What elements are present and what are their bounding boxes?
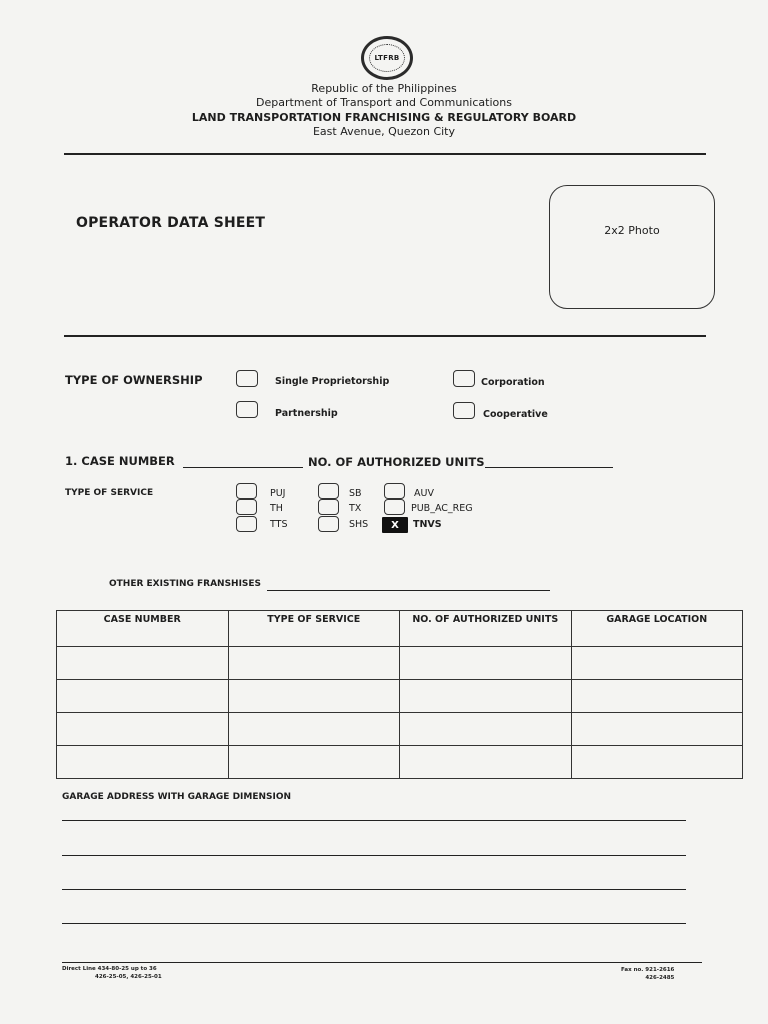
checkbox-auv[interactable]: [384, 483, 405, 499]
table-cell[interactable]: [228, 647, 400, 680]
service-label: TYPE OF SERVICE: [65, 488, 154, 498]
header-agency: LAND TRANSPORTATION FRANCHISING & REGULATORY BOARD: [191, 111, 577, 124]
case-number-field[interactable]: [183, 467, 303, 468]
service-puj: PUJ: [270, 488, 286, 499]
garage-line-1[interactable]: [62, 820, 686, 821]
option-cooperative: Cooperative: [483, 409, 548, 420]
col-type-of-service: TYPE OF SERVICE: [228, 611, 400, 647]
table-row: [57, 647, 743, 680]
checkbox-corporation[interactable]: [453, 370, 475, 387]
ownership-label: TYPE OF OWNERSHIP: [65, 373, 203, 387]
section-divider: [64, 335, 706, 337]
option-single-proprietorship: Single Proprietorship: [275, 376, 390, 387]
option-corporation: Corporation: [481, 377, 545, 388]
table-cell[interactable]: [228, 680, 400, 713]
table-row: [57, 746, 743, 779]
service-pub-ac-reg: PUB_AC_REG: [411, 503, 473, 514]
authorized-units-field[interactable]: [485, 467, 613, 468]
checkbox-pub-ac-reg[interactable]: [384, 499, 405, 515]
page-title: OPERATOR DATA SHEET: [76, 215, 266, 231]
other-franchises-field[interactable]: [267, 590, 550, 591]
footer-fax: [621, 966, 674, 982]
table-row: [57, 713, 743, 746]
footer-direct-line: [62, 965, 162, 981]
checkbox-partnership[interactable]: [236, 401, 258, 418]
checkbox-th[interactable]: [236, 499, 257, 515]
table-header-row: [57, 611, 743, 647]
ltfrb-logo: [361, 36, 413, 80]
header-department: Department of Transport and Communications: [256, 96, 512, 109]
header-republic: Republic of the Philippines: [311, 82, 457, 95]
table-cell[interactable]: [228, 713, 400, 746]
checkbox-single-proprietorship[interactable]: [236, 370, 258, 387]
header-divider: [64, 153, 706, 155]
service-tts: TTS: [270, 519, 288, 530]
table-cell[interactable]: [400, 647, 572, 680]
photo-label: 2x2 Photo: [604, 224, 660, 237]
table-cell[interactable]: [571, 680, 743, 713]
header-address: East Avenue, Quezon City: [312, 125, 456, 138]
table-cell[interactable]: [57, 680, 229, 713]
logo-text: LTFRB: [369, 44, 405, 72]
table-cell[interactable]: [57, 713, 229, 746]
footer-right-line-2: 426-2485: [645, 975, 675, 981]
garage-line-2[interactable]: [62, 855, 686, 856]
authorized-units-label: NO. OF AUTHORIZED UNITS: [308, 455, 485, 469]
service-tnvs: TNVS: [413, 519, 442, 530]
col-garage-location: GARAGE LOCATION: [571, 611, 743, 647]
table-cell[interactable]: [571, 713, 743, 746]
table-cell[interactable]: [400, 713, 572, 746]
checkbox-sb[interactable]: [318, 483, 339, 499]
table-cell[interactable]: [400, 680, 572, 713]
service-tx: TX: [349, 503, 362, 514]
checkbox-puj[interactable]: [236, 483, 257, 499]
table-cell[interactable]: [400, 746, 572, 779]
table-cell[interactable]: [57, 647, 229, 680]
col-case-number: CASE NUMBER: [57, 611, 229, 647]
photo-box[interactable]: [549, 185, 715, 309]
garage-line-3[interactable]: [62, 889, 686, 890]
service-auv: AUV: [414, 488, 434, 499]
checkbox-tx[interactable]: [318, 499, 339, 515]
other-franchises-label: OTHER EXISTING FRANSHISES: [109, 579, 262, 589]
col-authorized-units: NO. OF AUTHORIZED UNITS: [400, 611, 572, 647]
footer-left-line-1: Direct Line 434-80-25 up to 36: [62, 966, 157, 972]
checkbox-tts[interactable]: [236, 516, 257, 532]
franchise-table: [56, 610, 743, 779]
checkbox-shs[interactable]: [318, 516, 339, 532]
service-th: TH: [270, 503, 283, 514]
table-cell[interactable]: [571, 647, 743, 680]
garage-address-label: GARAGE ADDRESS WITH GARAGE DIMENSION: [62, 792, 292, 802]
service-shs: SHS: [349, 519, 369, 530]
table-cell[interactable]: [571, 746, 743, 779]
service-sb: SB: [349, 488, 362, 499]
table-cell[interactable]: [228, 746, 400, 779]
footer-left-line-2: 426-25-05, 426-25-01: [95, 974, 162, 980]
case-number-label: 1. CASE NUMBER: [65, 454, 175, 468]
checkbox-tnvs[interactable]: X: [382, 517, 408, 533]
footer-divider: [62, 962, 702, 963]
table-row: [57, 680, 743, 713]
checkbox-cooperative[interactable]: [453, 402, 475, 419]
garage-line-4[interactable]: [62, 923, 686, 924]
footer-right-line-1: Fax no. 921-2616: [621, 967, 675, 973]
table-cell[interactable]: [57, 746, 229, 779]
option-partnership: Partnership: [275, 408, 338, 419]
